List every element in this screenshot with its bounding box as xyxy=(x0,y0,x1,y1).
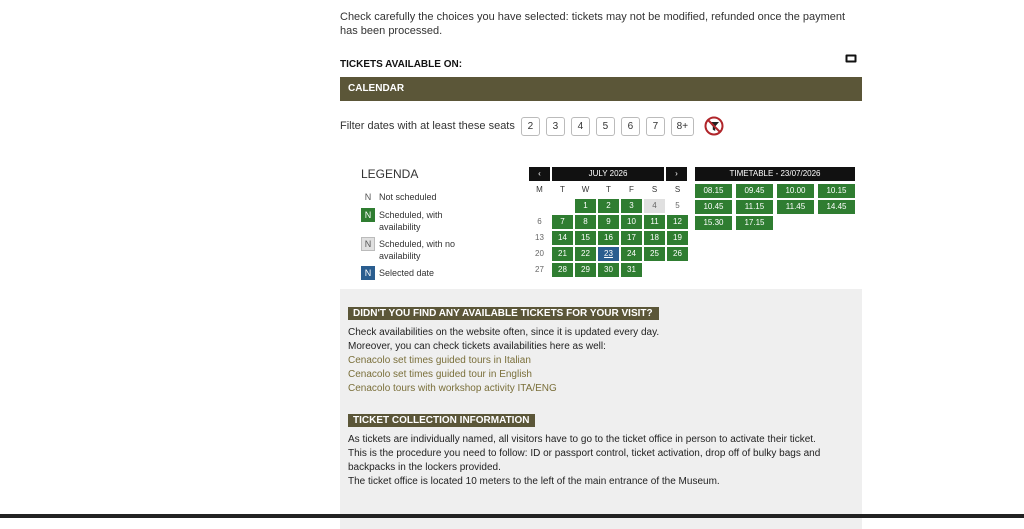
time-slot[interactable]: 10.00 xyxy=(777,184,814,198)
prev-month-button[interactable]: ‹ xyxy=(529,167,550,181)
legend-title: LEGENDA xyxy=(361,167,419,181)
timetable-slots xyxy=(695,184,855,230)
no-tickets-heading: DIDN'T YOU FIND ANY AVAILABLE TICKETS FOR YOUR VISIT? xyxy=(348,307,659,320)
calendar-empty-cell xyxy=(529,199,550,213)
collection-heading: TICKET COLLECTION INFORMATION xyxy=(348,414,535,427)
seat-filter-7[interactable]: 7 xyxy=(646,117,665,136)
seat-filter-2[interactable]: 2 xyxy=(521,117,540,136)
calendar-day-8[interactable]: 8 xyxy=(575,215,596,229)
calendar-day-2[interactable]: 2 xyxy=(598,199,619,213)
legend-text-no-availability: Scheduled, with no availability xyxy=(379,239,456,261)
week-number: 27 xyxy=(535,265,544,274)
collection-p3: The ticket office is located 10 meters to the left of the main entrance of the Museum. xyxy=(348,476,720,487)
legend-not-scheduled xyxy=(361,190,459,204)
calendar-day-4: 4 xyxy=(644,199,665,213)
info-panel xyxy=(340,289,862,529)
legend-available xyxy=(361,208,459,233)
legend-selected xyxy=(361,266,459,280)
calendar-day-14[interactable]: 14 xyxy=(552,231,573,245)
calendar-day-7[interactable]: 7 xyxy=(552,215,573,229)
calendar-day-15[interactable]: 15 xyxy=(575,231,596,245)
calendar-day-11[interactable]: 11 xyxy=(644,215,665,229)
legend xyxy=(361,167,459,284)
time-slot[interactable]: 09.45 xyxy=(736,184,773,198)
week-number: 13 xyxy=(535,233,544,242)
calendar-day-5: 5 xyxy=(675,201,680,210)
calendar-day-18[interactable]: 18 xyxy=(644,231,665,245)
calendar-day-10[interactable]: 10 xyxy=(621,215,642,229)
seat-filter-3[interactable]: 3 xyxy=(546,117,565,136)
legend-box-no-availability: N xyxy=(361,237,375,251)
collection-p1: As tickets are individually named, all visitors have to go to the ticket office in person to activate their ticket. xyxy=(348,434,816,445)
calendar-day-16[interactable]: 16 xyxy=(598,231,619,245)
weekday-header: F xyxy=(629,185,634,194)
calendar-day-29[interactable]: 29 xyxy=(575,263,596,277)
calendar-month-title: JULY 2026 xyxy=(552,167,664,181)
legend-text-selected: Selected date xyxy=(379,268,435,278)
payment-notice: Check carefully the choices you have selected: tickets may not be modified, refunded once the payment has been processed. xyxy=(340,11,846,37)
legend-text-available: Scheduled, with availability xyxy=(379,210,443,232)
calendar-day-30[interactable]: 30 xyxy=(598,263,619,277)
calendar-day-12[interactable]: 12 xyxy=(667,215,688,229)
legend-box-selected: N xyxy=(361,266,375,280)
weekday-header: W xyxy=(581,185,590,194)
calendar-day-3[interactable]: 3 xyxy=(621,199,642,213)
tickets-available-title: TICKETS AVAILABLE ON: xyxy=(340,59,463,70)
link-english-tours[interactable]: Cenacolo set times guided tour in English xyxy=(348,369,532,380)
collection-p2: This is the procedure you need to follow: ID or passport control, ticket activation, drop off of bulky bags and backpacks in the lockers provided. xyxy=(348,448,821,473)
time-slot[interactable]: 14.45 xyxy=(818,200,855,214)
ticket-icon xyxy=(845,54,857,63)
calendar-day-1[interactable]: 1 xyxy=(575,199,596,213)
calendar-day-23-selected[interactable]: 23 xyxy=(598,247,619,261)
timetable-title: TIMETABLE - 23/07/2026 xyxy=(695,167,855,181)
time-slot[interactable]: 15.30 xyxy=(695,216,732,230)
calendar-day-26[interactable]: 26 xyxy=(667,247,688,261)
calendar-day-17[interactable]: 17 xyxy=(621,231,642,245)
legend-box-not-scheduled: N xyxy=(361,190,375,204)
no-tickets-line-2: Moreover, you can check tickets availabilities here as well: xyxy=(348,341,606,352)
calendar-day-21[interactable]: 21 xyxy=(552,247,573,261)
weekday-header: T xyxy=(606,185,611,194)
calendar-day-25[interactable]: 25 xyxy=(644,247,665,261)
link-italian-tours[interactable]: Cenacolo set times guided tours in Italian xyxy=(348,355,531,366)
next-month-button[interactable]: › xyxy=(666,167,687,181)
link-workshop-tours[interactable]: Cenacolo tours with workshop activity ITA/ENG xyxy=(348,383,557,394)
month-calendar xyxy=(529,167,687,277)
week-number: 20 xyxy=(535,249,544,258)
seat-filter-4[interactable]: 4 xyxy=(571,117,590,136)
timetable xyxy=(695,167,855,230)
time-slot[interactable]: 10.15 xyxy=(818,184,855,198)
time-slot[interactable]: 11.15 xyxy=(736,200,773,214)
clear-filter-icon[interactable] xyxy=(704,116,724,136)
bottom-border xyxy=(0,514,1024,518)
calendar-day-31[interactable]: 31 xyxy=(621,263,642,277)
seat-filter-5[interactable]: 5 xyxy=(596,117,615,136)
seat-filter-6[interactable]: 6 xyxy=(621,117,640,136)
legend-text-not-scheduled: Not scheduled xyxy=(379,192,437,202)
calendar-day-22[interactable]: 22 xyxy=(575,247,596,261)
calendar-day-28[interactable]: 28 xyxy=(552,263,573,277)
calendar-day-9[interactable]: 9 xyxy=(598,215,619,229)
legend-no-availability xyxy=(361,237,459,262)
calendar-day-24[interactable]: 24 xyxy=(621,247,642,261)
seat-filter xyxy=(340,116,724,136)
weekday-header: S xyxy=(651,185,658,194)
calendar-grid xyxy=(529,183,687,277)
seat-filter-8-plus[interactable]: 8+ xyxy=(671,117,694,136)
time-slot[interactable]: 10.45 xyxy=(695,200,732,214)
time-slot[interactable]: 17.15 xyxy=(736,216,773,230)
calendar-nav xyxy=(529,167,687,181)
weekday-header: T xyxy=(560,185,565,194)
time-slot[interactable]: 08.15 xyxy=(695,184,732,198)
seat-filter-label: Filter dates with at least these seats xyxy=(340,120,515,132)
weekday-header: S xyxy=(674,185,681,194)
calendar-empty-cell xyxy=(552,199,573,213)
calendar-day-19[interactable]: 19 xyxy=(667,231,688,245)
weekday-header: M xyxy=(536,185,543,194)
legend-box-available: N xyxy=(361,208,375,222)
week-number: 6 xyxy=(537,217,542,226)
time-slot[interactable]: 11.45 xyxy=(777,200,814,214)
calendar-header: CALENDAR xyxy=(340,77,862,101)
no-tickets-line-1: Check availabilities on the website often, since it is updated every day. xyxy=(348,327,660,338)
